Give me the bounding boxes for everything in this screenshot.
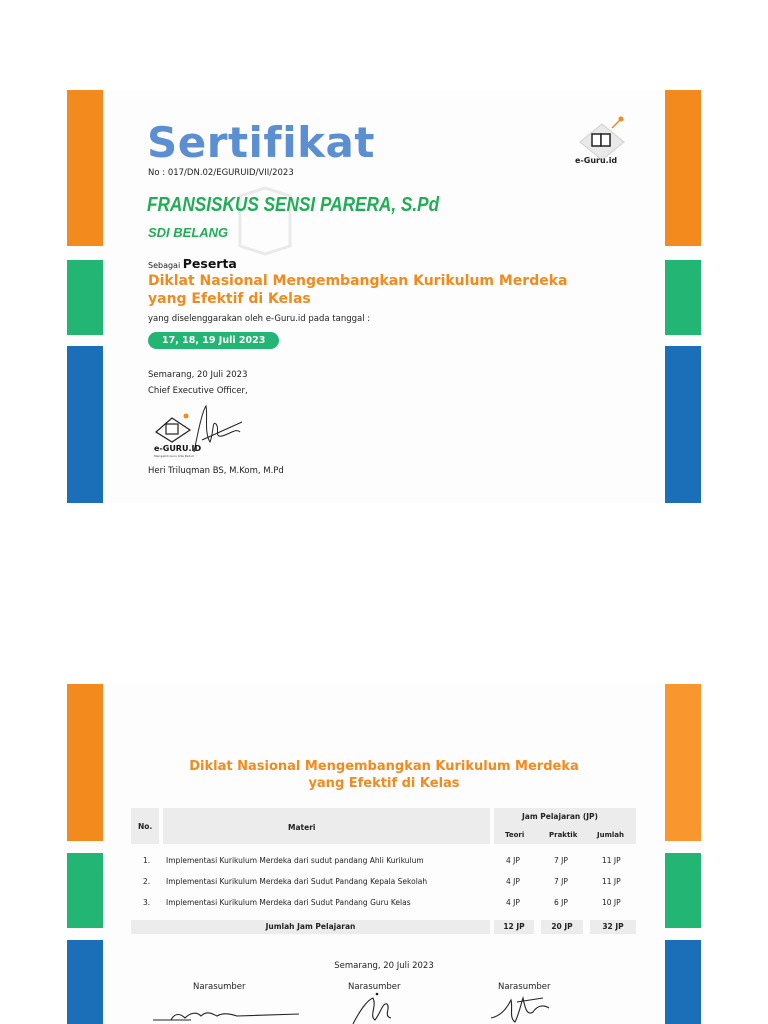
speaker-label-3: Narasumber <box>498 982 551 992</box>
curriculum-title-line2: yang Efektif di Kelas <box>308 776 460 791</box>
role-line <box>148 256 237 271</box>
header-praktik: Praktik <box>549 831 578 839</box>
recipient-name: FRANSISKUS SENSI PARERA, S.Pd <box>147 194 440 216</box>
speaker-signature-3 <box>487 990 557 1024</box>
total-praktik: 20 JP <box>541 920 583 934</box>
course-title-line2: yang Efektif di Kelas <box>148 291 311 307</box>
header-jumlah: Jumlah <box>597 831 624 839</box>
role: Peserta <box>182 256 237 271</box>
curriculum-place-date: Semarang, 20 Juli 2023 <box>334 961 434 971</box>
row-1-materi: Implementasi Kurikulum Merdeka dari sudut pandang Ahli Kurikulum <box>166 856 424 865</box>
curriculum-title <box>67 758 701 792</box>
total-jumlah: 32 JP <box>590 920 636 934</box>
total-label: Jumlah Jam Pelajaran <box>131 920 490 934</box>
ceo-signature <box>150 402 260 464</box>
curriculum-title-line1: Diklat Nasional Mengembangkan Kurikulum Merdeka <box>189 759 579 774</box>
green-stripe-right <box>665 853 701 928</box>
row-2-teori: 4 JP <box>506 877 520 886</box>
header-materi-cell <box>163 808 490 844</box>
speaker-label-1: Narasumber <box>193 982 246 992</box>
row-3-praktik: 6 JP <box>554 898 568 907</box>
row-2-no: 2. <box>143 877 151 886</box>
header-no: No. <box>138 822 153 831</box>
organizer-text: yang diselenggarakan oleh e-Guru.id pada tanggal : <box>148 314 371 324</box>
row-2-praktik: 7 JP <box>554 877 568 886</box>
orange-stripe-left <box>67 90 103 246</box>
blue-stripe-left <box>67 346 103 503</box>
blue-stripe-right <box>665 346 701 503</box>
header-teori: Teori <box>505 831 525 839</box>
row-3-no: 3. <box>143 898 151 907</box>
certificate-title: Sertifikat <box>147 118 375 167</box>
header-materi: Materi <box>288 823 316 832</box>
speaker-label-2: Narasumber <box>348 982 401 992</box>
logo-text: e-Guru.id <box>575 156 618 165</box>
speaker-signature-1 <box>151 990 301 1024</box>
total-teori: 12 JP <box>494 920 534 934</box>
header-jp: Jam Pelajaran (JP) <box>522 812 598 821</box>
certificate-number: No : 017/DN.02/EGURUID/VII/2023 <box>148 168 294 178</box>
blue-stripe-left <box>67 940 103 1024</box>
row-3-jumlah: 10 JP <box>602 898 621 907</box>
signer-name: Heri Triluqman BS, M.Kom, M.Pd <box>148 466 284 476</box>
course-title-line1: Diklat Nasional Mengembangkan Kurikulum Merdeka <box>148 273 568 289</box>
school-name: SDI BELANG <box>148 225 229 240</box>
speaker-signature-2 <box>347 990 407 1024</box>
row-3-teori: 4 JP <box>506 898 520 907</box>
row-1-no: 1. <box>143 856 151 865</box>
row-2-jumlah: 11 JP <box>602 877 621 886</box>
green-stripe-left <box>67 260 103 335</box>
dates-badge: 17, 18, 19 Juli 2023 <box>148 332 279 349</box>
signer-title: Chief Executive Officer, <box>148 386 248 396</box>
certificate-page <box>67 90 701 503</box>
role-prefix: Sebagai <box>148 261 181 270</box>
row-1-jumlah: 11 JP <box>602 856 621 865</box>
signature-tagline: Mengabdi Guru Kita Peduli <box>154 454 194 458</box>
blue-stripe-right <box>665 940 701 1024</box>
green-stripe-left <box>67 853 103 928</box>
row-1-praktik: 7 JP <box>554 856 568 865</box>
signature-brand: e-GURU.ID <box>154 444 202 453</box>
orange-stripe-right <box>665 90 701 246</box>
row-3-materi: Implementasi Kurikulum Merdeka dari Sudut Pandang Guru Kelas <box>166 898 411 907</box>
curriculum-page <box>67 684 701 1024</box>
row-2-materi: Implementasi Kurikulum Merdeka dari Sudut Pandang Kepala Sekolah <box>166 877 428 886</box>
row-1-teori: 4 JP <box>506 856 520 865</box>
place-date: Semarang, 20 Juli 2023 <box>148 370 248 380</box>
course-title <box>148 272 638 308</box>
green-stripe-right <box>665 260 701 335</box>
